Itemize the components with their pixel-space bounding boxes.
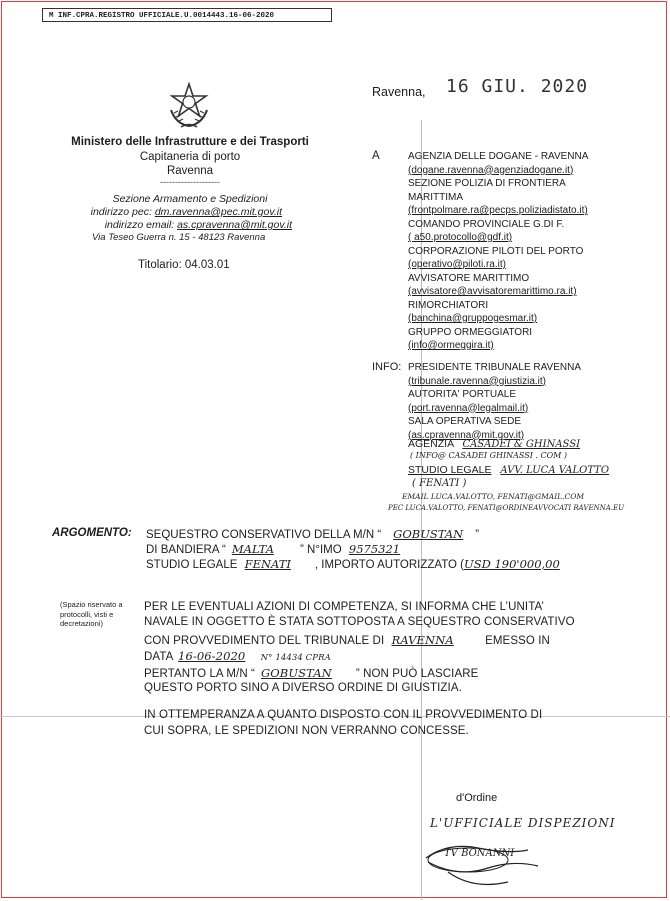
- studio-line: [408, 464, 609, 476]
- email-label: indirizzo email:: [104, 219, 175, 231]
- recipient-line: RIMORCHIATORI: [408, 299, 489, 311]
- info-line: (as.cpravenna@mit.gov.it): [408, 429, 525, 441]
- recipient-line: AVVISATORE MARITTIMO: [408, 272, 530, 284]
- body-text: ” NON PUÒ LASCIARE: [355, 668, 479, 680]
- protocol-stamp: M INF.CPRA.REGISTRO UFFICIALE.U.0014443.16-06-2020: [42, 8, 332, 22]
- agenzia-line: [408, 438, 580, 450]
- studio-pec-handwritten: PEC LUCA.VALOTTO, FENATI@ORDINEAVVOCATI RAVENNA.EU: [388, 504, 625, 512]
- recipient-line: COMANDO PROVINCIALE G.DI F.: [408, 218, 565, 230]
- pec-line: [91, 206, 282, 218]
- body-text: CON PROVVEDIMENTO DEL TRIBUNALE DI: [144, 635, 385, 647]
- titolario: Titolario: 04.03.01: [138, 259, 230, 271]
- body-text: EMESSO IN: [485, 635, 550, 647]
- ship-handwritten: GOBUSTAN: [260, 666, 332, 680]
- arg-imo-handwritten: 9575321: [348, 542, 401, 556]
- recipient-line: SEZIONE POLIZIA DI FRONTIERA: [408, 178, 566, 189]
- argomento-line-2: [146, 542, 400, 556]
- body-line-4: [144, 649, 331, 663]
- arg-quote: ”: [475, 529, 480, 541]
- info-line: AUTORITA' PORTUALE: [408, 389, 517, 400]
- margin-note: (Spazio riservato a protocolli, visti e decretazioni): [60, 600, 123, 628]
- recipient-line: (dogane.ravenna@agenziadogane.it): [408, 164, 574, 176]
- recipient-line: MARITTIMA: [408, 191, 463, 203]
- email-address[interactable]: as.cpravenna@mit.gov.it: [177, 219, 292, 231]
- arg-ship-handwritten: GOBUSTAN: [393, 527, 464, 541]
- argomento-line-3: [146, 557, 560, 571]
- date-place: Ravenna,: [372, 85, 426, 99]
- signature-name-handwritten: TV BONANNI: [444, 848, 515, 859]
- signature-label: d'Ordine: [456, 792, 498, 804]
- info-line: PRESIDENTE TRIBUNALE RAVENNA: [408, 362, 582, 373]
- body-text: PERTANTO LA M/N “: [144, 668, 255, 680]
- arg-text: ” N°IMO: [300, 544, 342, 556]
- body-line-8: CUI SOPRA, LE SPEDIZIONI NON VERRANNO CONCESSE.: [144, 725, 469, 737]
- info-line: (port.ravenna@legalmail.it): [408, 402, 529, 414]
- recipient-line: (frontpolmare.ra@pecps.poliziadistato.it): [408, 205, 588, 216]
- body-line-7: IN OTTEMPERANZA A QUANTO DISPOSTO CON IL PROVVEDIMENTO DI: [144, 709, 543, 721]
- arg-amount-handwritten: USD 190'000,00: [464, 557, 560, 571]
- recipient-line: GRUPPO ORMEGGIATORI: [408, 326, 533, 338]
- recipient-line: (info@ormeggira.it): [408, 340, 494, 351]
- body-line-3: [144, 633, 550, 647]
- city-name: Ravenna: [166, 165, 214, 177]
- recipients-list: [408, 150, 588, 353]
- info-label: INFO:: [372, 361, 402, 373]
- date-stamp: 16 GIU. 2020: [446, 76, 589, 97]
- body-line-5: [144, 666, 478, 680]
- pec-address[interactable]: dm.ravenna@pec.mit.gov.it: [154, 206, 282, 218]
- agenzia-email-handwritten: ( INFO@ CASADEI GHINASSI . COM ): [410, 451, 568, 460]
- signature-scribble-icon: [418, 838, 548, 892]
- recipient-line: AGENZIA DELLE DOGANE - RAVENNA: [408, 151, 589, 162]
- body-text: DATA: [144, 651, 173, 663]
- body-line-2: NAVALE IN OGGETTO È STATA SOTTOPOSTA A SEQUESTRO CONSERVATIVO: [144, 616, 575, 628]
- authority-name: Capitaneria di porto: [139, 151, 241, 163]
- arg-flag-handwritten: MALTA: [231, 542, 275, 556]
- body-line-1: PER LE EVENTUALI AZIONI DI COMPETENZA, SI INFORMA CHE L’UNITA’: [144, 601, 545, 613]
- email-line: [105, 219, 292, 231]
- header-divider: --------------------: [160, 177, 220, 187]
- arg-text: DI BANDIERA “: [146, 544, 226, 556]
- info-line: (tribunale.ravenna@giustizia.it): [408, 375, 546, 387]
- arg-text: SEQUESTRO CONSERVATIVO DELLA M/N “: [146, 529, 382, 541]
- argomento-label: ARGOMENTO:: [52, 527, 132, 539]
- body-line-6: QUESTO PORTO SINO A DIVERSO ORDINE DI GIUSTIZIA.: [144, 682, 462, 694]
- argomento-line-1: [146, 527, 479, 541]
- studio-handwritten: AVV. LUCA VALOTTO: [500, 465, 610, 476]
- pec-label: indirizzo pec:: [90, 206, 152, 218]
- section-name: Sezione Armamento e Spedizioni: [112, 193, 268, 205]
- studio-label: STUDIO LEGALE: [408, 464, 492, 476]
- office-address: Via Teseo Guerra n. 15 - 48123 Ravenna: [92, 232, 266, 243]
- ministry-name: Ministero delle Infrastrutture e dei Trasporti: [71, 136, 309, 148]
- agenzia-handwritten: CASADEI & GHINASSI: [462, 439, 581, 450]
- arg-text: STUDIO LEGALE: [146, 559, 238, 571]
- recipient-line: (avvisatore@avvisatoremarittimo.ra.it): [408, 286, 577, 297]
- republic-emblem-icon: [166, 80, 212, 130]
- recipient-line: (operativo@piloti.ra.it): [408, 259, 506, 270]
- recipient-line: (banchina@gruppogesmar.it): [408, 313, 538, 324]
- arg-text: , IMPORTO AUTORIZZATO (: [314, 559, 465, 571]
- info-line: SALA OPERATIVA SEDE: [408, 416, 522, 427]
- recipient-line: CORPORAZIONE PILOTI DEL PORTO: [408, 245, 584, 257]
- studio-emails-handwritten: EMAIL LUCA.VALOTTO, FENATI@GMAIL.COM: [402, 492, 585, 501]
- tribunale-handwritten: RAVENNA: [391, 633, 454, 647]
- studio-handwritten-2: ( FENATI ): [412, 478, 467, 489]
- agenzia-label: AGENZIA: [408, 438, 454, 450]
- to-label: A: [372, 150, 380, 162]
- arg-studio-handwritten: FENATI: [244, 557, 291, 571]
- signature-title-handwritten: L'UFFICIALE DISPEZIONI: [430, 816, 616, 830]
- date-handwritten: 16-06-2020: [178, 649, 246, 663]
- info-list: [408, 361, 581, 442]
- recipient-line: ( a50.protocollo@gdf.it): [408, 232, 513, 243]
- number-handwritten: N° 14434 CPRA: [260, 653, 331, 663]
